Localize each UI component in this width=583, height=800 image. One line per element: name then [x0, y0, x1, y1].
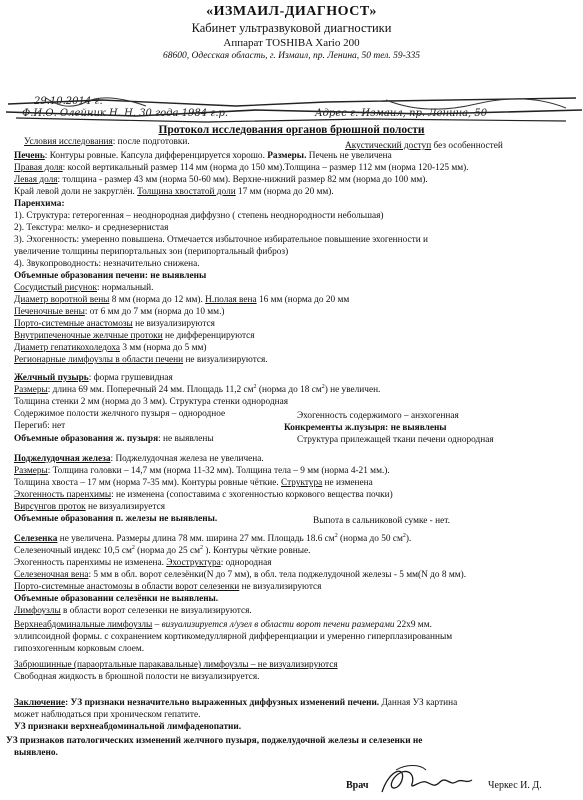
cabinet-title: Кабинет ультразвуковой диагностики [191, 21, 392, 35]
spleen-masses: Объемные образовании селезёнки не выявлены. [14, 594, 219, 604]
liver-vascular: Сосудистый рисунок: нормальный. [14, 283, 154, 293]
liver-echo-1: 3). Эхогенность: умеренно повышена. Отмечается избыточное избирательное повышение эхогенности и [14, 235, 428, 245]
liver-sound: 4). Звукопроводность: незначительно снижена. [14, 259, 200, 269]
doctor-role: Врач [346, 780, 369, 791]
org-name: «ИЗМАИЛ-ДИАГНОСТ» [206, 4, 377, 19]
access-line: Акустический доступ без особенностей [345, 141, 503, 151]
liver-parenchyma: Паренхима: [14, 199, 65, 209]
conclusion-line-2: может наблюдаться при хроническом гепатите. [14, 710, 201, 720]
liver-masses: Объемные образования печени: не выявлены [14, 271, 207, 281]
retroperitoneal-lymph-nodes: Забрюшинные (параортальные паракавальные) лимфоузлы – не визуализируются [14, 660, 338, 670]
conditions-line: Условия исследования: после подготовки. [24, 137, 190, 147]
liver-left-lobe: Левая доля: толщина - размер 43 мм (норма 50-60 мм). Верхне-нижний размер 82 мм (норма до 100 мм). [14, 175, 428, 185]
liver-caudate: Край левой доли не закруглён. Толщина хвостатой доли 17 мм (норма до 20 мм). [14, 187, 334, 197]
upper-lymph-nodes-3: гипоэхогенным корковым слоем. [14, 644, 145, 654]
gallbladder-echo: Эхогенность содержимого – анэхогенная [297, 411, 459, 421]
doctor-name: Черкес И. Д. [488, 780, 542, 791]
liver-ducts: Внутрипеченочные желчные протоки не дифференцируются [14, 331, 255, 341]
liver-texture: 2). Текстура: мелко- и среднезернистая [14, 223, 169, 233]
liver-contours: Печень: Контуры ровные. Капсула дифференцируется хорошо. Размеры. Печень не увеличена [14, 151, 392, 161]
address-line: 68600, Одесская область, г. Измаил, пр. Ленина, 50 тел. 59-335 [162, 51, 421, 61]
conclusion-line-4: УЗ признаков патологических изменений желчного пузыря, поджелудочной железы и селезенки не [6, 736, 423, 746]
spleen-sizes: Селезенка не увеличена. Размеры длина 78 мм. ширина 27 мм. Площадь 18.6 $см^2$ (норма до 50 $см^2$). [14, 532, 412, 544]
upper-lymph-nodes-2: эллипсоидной формы. с сохранением кортикомедуллярной дифференциации и умеренно гиперплазированным [14, 632, 453, 642]
spleen-index: Селезеночный индекс 10,5 $см^2$ (норма до 25 $см^2$ ). Контуры чёткие ровные. [14, 544, 311, 556]
pancreas-sizes: Размеры: Толщина головки – 14,7 мм (норма 11-32 мм). Толщина тела – 9 мм (норма 4-21 мм.). [14, 466, 390, 476]
gallbladder-form: Желчный пузырь: форма грушевидная [14, 373, 173, 383]
pancreas-state: Поджелудочная железа: Поджелудочная железа не увеличена. [14, 454, 264, 464]
liver-anastomoses: Порто-системные анастомозы не визуализируются [14, 319, 215, 329]
conclusion-line-5: выявлено. [14, 748, 58, 758]
pancreas-effusion: Выпота в сальниковой сумке - нет. [313, 516, 450, 526]
liver-right-lobe: Правая доля: косой вертикальный размер 114 мм (норма до 150 мм).Толщина – размер 112 мм (норма 120-125 мм). [14, 163, 469, 173]
pancreas-masses: Объемные образования п. железы не выявлены. [14, 514, 218, 524]
liver-lymph-nodes: Регионарные лимфоузлы в области печени не визуализируются. [14, 355, 268, 365]
liver-choledochus: Диаметр гепатикохоледоха 3 мм (норма до 5 мм) [14, 343, 207, 353]
gallbladder-bend: Перегиб: нет [14, 421, 66, 431]
free-fluid: Свободная жидкость в брюшной полости не визуализируется. [14, 672, 260, 682]
gallbladder-stones: Конкременты ж.пузыря: не выявлены [284, 423, 447, 433]
conclusion-line-3: УЗ признаки верхнеабдоминальной лимфаденопатии. [14, 722, 242, 732]
conclusion-line-1: Заключение: УЗ признаки незначительно выраженных диффузных изменений печени. Данная УЗ картина [14, 698, 458, 708]
doctor-signature [376, 762, 476, 798]
upper-lymph-nodes: Верхнеабдоминальные лимфоузлы – визуализируется л/узел в области ворот печени размерами 22х9 мм. [14, 620, 432, 630]
gallbladder-masses: Объемные образования ж. пузыря: не выявлены [14, 434, 214, 444]
pancreas-tail: Толщина хвоста – 17 мм (норма 7-35 мм). Контуры ровные чёткие. Структура не изменена [14, 478, 373, 488]
apparatus-line: Аппарат TOSHIBA Xario 200 [223, 37, 360, 49]
handwritten-address: Адрес г. Измаил, пр. Ленина, 50 [315, 108, 488, 119]
liver-structure: 1). Структура: гетерогенная – неоднородная диффузно ( степень неоднородности небольшая) [14, 211, 384, 221]
pancreas-echo: Эхогенность паренхимы: не изменена (сопоставима с эхогенностью коркового вещества почки) [14, 490, 393, 500]
liver-hepatic-veins: Печеночные вены: от 6 мм до 7 мм (норма до 10 мм.) [14, 307, 225, 317]
gallbladder-wall: Толщина стенки 2 мм (норма до 3 мм). Структура стенки однородная [14, 397, 289, 407]
spleen-echo: Эхогенность паренхимы не изменена. Эхоструктура: однородная [14, 558, 272, 568]
pancreas-duct: Вирсунгов проток не визуализируется [14, 502, 166, 512]
protocol-title: Протокол исследования органов брюшной полости [158, 124, 425, 136]
spleen-vein: Селезеночная вена: 5 мм в обл. ворот селезёнки(N до 7 мм), в обл. тела поджелудочной железы - 5 мм(N до 8 мм). [14, 570, 467, 580]
gallbladder-sizes: Размеры: длина 69 мм. Поперечный 24 мм. Площадь 11,2 $см^2$ (норма до 18 $см^2$) не увеличен. [14, 383, 381, 395]
spleen-lymph-nodes: Лимфоузлы в области ворот селезенки не визуализируются. [14, 606, 252, 616]
gallbladder-content: Содержимое полости желчного пузыря – однородное [14, 409, 226, 419]
handwritten-patient: Ф.И.О. Олейник Н. Н. 30 года 1984 г.р. [22, 108, 229, 119]
handwritten-date: 29.10.2014 г. [34, 96, 103, 107]
spleen-anastomoses: Порто-системные анастомозы в области ворот селезенки не визуализируются [14, 582, 322, 592]
gallbladder-adjacent: Структура прилежащей ткани печени однородная [297, 435, 494, 445]
liver-echo-2: увеличение толщины перипортальных зон (перипортальный фиброз) [14, 247, 289, 257]
liver-portal-vein: Диаметр воротной вены 8 мм (норма до 12 мм). Н.полая вена 16 мм (норма до 20 мм [14, 295, 350, 305]
